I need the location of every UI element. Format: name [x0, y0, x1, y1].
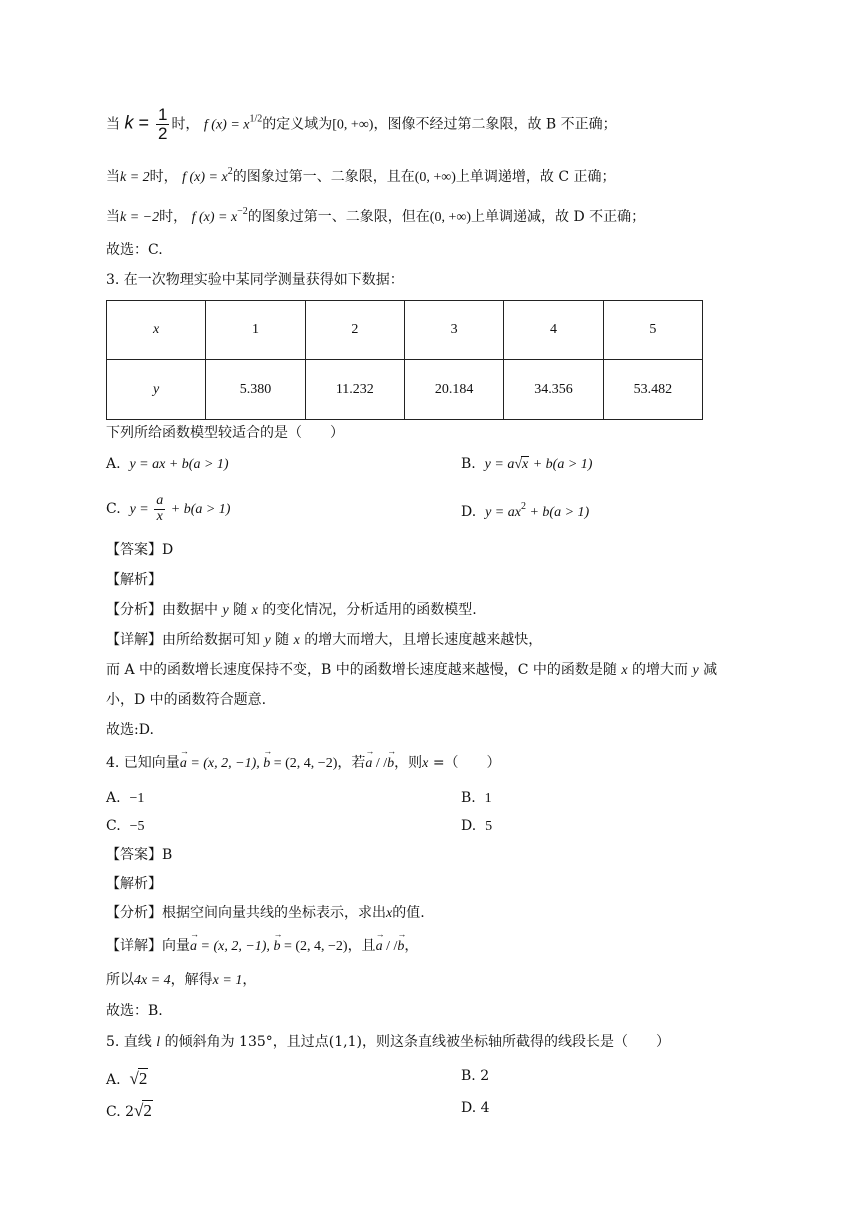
var-x: x [293, 633, 300, 648]
text: 4. 已知向量 [106, 755, 180, 771]
table-row-x [107, 301, 703, 360]
equals: = [133, 112, 154, 133]
q4-detail [106, 938, 418, 956]
text: 【详解】向量 [106, 938, 190, 954]
q3-fenxi [106, 602, 477, 620]
k-value: k = −2 [120, 210, 160, 225]
q3-option-d [461, 501, 589, 522]
text: ，图像不经过第二象限，故 B 不正确； [373, 116, 617, 133]
exponent: −2 [237, 206, 248, 217]
var-l: l [156, 1035, 161, 1050]
table-cell: 5.380 [206, 360, 305, 420]
q3-answer: 【答案】D [106, 542, 174, 558]
text: =（ ） [428, 755, 501, 771]
interval: (0, +∞) [429, 210, 471, 225]
text: 随 [270, 632, 294, 648]
var-x: x [251, 603, 258, 618]
q5-stem [106, 1034, 670, 1052]
q4-fenxi [106, 905, 425, 923]
option-value: −5 [129, 819, 145, 834]
q3-paragraph [106, 662, 717, 680]
option-label: C. [106, 501, 121, 518]
var-y: y [692, 663, 699, 678]
vector-expr: = (x, 2, −1), [197, 939, 274, 954]
text: 的变化情况，分析适用的函数模型. [257, 602, 477, 618]
text: 时， [149, 169, 178, 185]
var-x: x [422, 756, 429, 771]
frac-den: 2 [157, 123, 168, 143]
q3-choose: 故选:D. [106, 722, 154, 738]
text: ， [404, 938, 419, 954]
text: 时， [159, 209, 188, 225]
text: ， [242, 972, 257, 988]
table-cell: 34.356 [504, 360, 603, 420]
solution-line-k-neg2 [106, 206, 645, 227]
option-label: A. [106, 456, 121, 472]
sqrt-icon: √ [134, 1101, 144, 1120]
option-label: B. [461, 456, 476, 472]
q4-answer: 【答案】B [106, 847, 173, 863]
text: 时， [171, 116, 200, 133]
option-value: 5 [485, 819, 493, 834]
table-cell: x [107, 301, 206, 360]
q3-stem: 3. 在一次物理实验中某同学测量获得如下数据： [106, 272, 404, 288]
table-cell: 5 [603, 301, 702, 360]
table-cell: 53.482 [603, 360, 702, 420]
parallel-symbol: / / [382, 939, 398, 954]
exponent: 1/2 [249, 113, 263, 125]
q3-prompt: 下列所给函数模型较适合的是（ ） [106, 425, 344, 441]
q4-choose: 故选：B. [106, 1003, 163, 1019]
text: 所以 [106, 972, 134, 988]
option-expr: + b(a > 1) [529, 457, 593, 472]
table-cell: y [107, 360, 206, 420]
table-cell: 3 [404, 301, 503, 360]
text: 当 [106, 116, 120, 133]
vector-a: → a [365, 756, 372, 773]
option-label: A. [106, 790, 121, 806]
option-label: D. [461, 504, 477, 520]
text: 而 A 中的函数增长速度保持不变，B 中的函数增长速度越来越慢，C 中的函数是随 [106, 662, 622, 678]
q4-option-a [106, 790, 144, 808]
k-value: k = 2 [120, 170, 150, 185]
var-k: k [124, 112, 134, 133]
function-expr: f (x) = x [191, 210, 238, 225]
text: 上单调递减，故 D 不正确； [471, 209, 646, 225]
vector-expr: = (x, 2, −1), [186, 756, 264, 771]
text: ，若 [337, 755, 366, 771]
text: ，且 [347, 938, 376, 954]
text: 【详解】由所给数据可知 [106, 632, 265, 648]
text: 上单调递增，故 C 正确； [455, 169, 616, 185]
option-label: B. [461, 790, 476, 806]
equation: 4x = 4 [134, 973, 171, 988]
text: 的图象过第一、二象限，但在 [247, 209, 430, 225]
fraction-a-over-x [154, 494, 165, 524]
parallel-symbol: / / [372, 756, 388, 771]
vector-expr: = (2, 4, −2) [280, 939, 348, 954]
text: 的值. [392, 905, 425, 921]
table-cell: 20.184 [404, 360, 503, 420]
text: 的定义域为 [262, 116, 333, 133]
choose-line: 故选：C. [106, 242, 163, 258]
q4-option-b [461, 790, 492, 808]
text: 随 [228, 602, 252, 618]
q4-option-d [461, 818, 492, 836]
interval: [0, +∞) [332, 117, 374, 133]
option-expr: y = ax [485, 505, 521, 520]
solution: x = 1 [212, 973, 243, 988]
text: 5. 直线 [106, 1034, 157, 1050]
text: 的倾斜角为 135°，且过点(1,1)，则这条直线被坐标轴所截得的线段长是（ ） [160, 1034, 670, 1050]
q5-option-b: B. 2 [461, 1068, 490, 1084]
sqrt-icon: √ [129, 1069, 139, 1088]
function-expr: f (x) = x [182, 170, 228, 185]
q4-analysis-heading: 【解析】 [106, 876, 162, 892]
q5-option-c [106, 1100, 153, 1121]
option-value: 1 [484, 791, 492, 806]
vector-a: → a [190, 939, 197, 956]
option-label: D. [461, 818, 477, 834]
solution-line-k-half [106, 106, 617, 143]
text: 【分析】由数据中 [106, 602, 223, 618]
function-expr: f (x) = x [203, 117, 250, 133]
q3-option-b [461, 456, 592, 474]
q3-option-a [106, 456, 229, 474]
vector-a: → a [376, 939, 383, 956]
table-cell: 1 [206, 301, 305, 360]
frac-num: 1 [157, 105, 168, 124]
q3-paragraph-cont: 小，D 中的函数符合题意. [106, 692, 267, 708]
table-cell: 2 [305, 301, 404, 360]
table-row-y [107, 360, 703, 420]
radicand: 2 [138, 1069, 148, 1088]
frac-den: x [156, 508, 163, 524]
q4-so [106, 972, 256, 990]
text: 当 [106, 169, 120, 185]
interval: (0, +∞) [414, 170, 456, 185]
q5-option-a [106, 1068, 148, 1089]
table-cell: 11.232 [305, 360, 404, 420]
q5-option-d: D. 4 [461, 1100, 490, 1116]
radicand: x [522, 457, 529, 472]
vector-b: → b [387, 756, 394, 773]
var-x: x [621, 663, 628, 678]
exponent: 2 [520, 501, 526, 512]
var-x: x [386, 906, 393, 921]
option-expr: + b(a > 1) [167, 502, 231, 518]
data-table [106, 300, 703, 420]
option-value: −1 [129, 791, 145, 806]
sqrt-icon: √ [514, 457, 523, 472]
option-expr: + b(a > 1) [525, 505, 590, 520]
vector-b: → b [273, 939, 280, 956]
fraction-half [156, 106, 169, 143]
vector-b: → b [397, 939, 404, 956]
option-label: C. 2 [106, 1104, 135, 1120]
var-y: y [264, 633, 271, 648]
text: ，解得 [170, 972, 213, 988]
exponent: 2 [227, 166, 233, 177]
q4-stem [106, 755, 501, 773]
text: ，则 [394, 755, 423, 771]
text: 的增大而增大，且增长速度越来越快， [299, 632, 543, 648]
text: 减 [698, 662, 718, 678]
radicand: 2 [143, 1101, 152, 1120]
solution-line-k-2 [106, 166, 616, 187]
option-expr: y = a [484, 457, 515, 472]
text: 的图象过第一、二象限，且在 [232, 169, 415, 185]
table-cell: 4 [504, 301, 603, 360]
text: 的增大而 [627, 662, 693, 678]
frac-num: a [156, 493, 164, 508]
option-label: C. [106, 818, 121, 834]
text: 当 [106, 209, 120, 225]
q4-option-c [106, 818, 144, 836]
var-y: y [222, 603, 229, 618]
q3-analysis-heading: 【解析】 [106, 572, 162, 588]
option-label: A. [106, 1072, 121, 1088]
option-expr: y = ax + b(a > 1) [129, 457, 229, 472]
q3-detail [106, 632, 542, 650]
vector-b: → b [263, 756, 270, 773]
option-expr: y = [129, 502, 153, 518]
vector-expr: = (2, 4, −2) [270, 756, 338, 771]
text: 【分析】根据空间向量共线的坐标表示，求出 [106, 905, 386, 921]
vector-a: → a [180, 756, 187, 773]
q3-option-c [106, 494, 230, 524]
